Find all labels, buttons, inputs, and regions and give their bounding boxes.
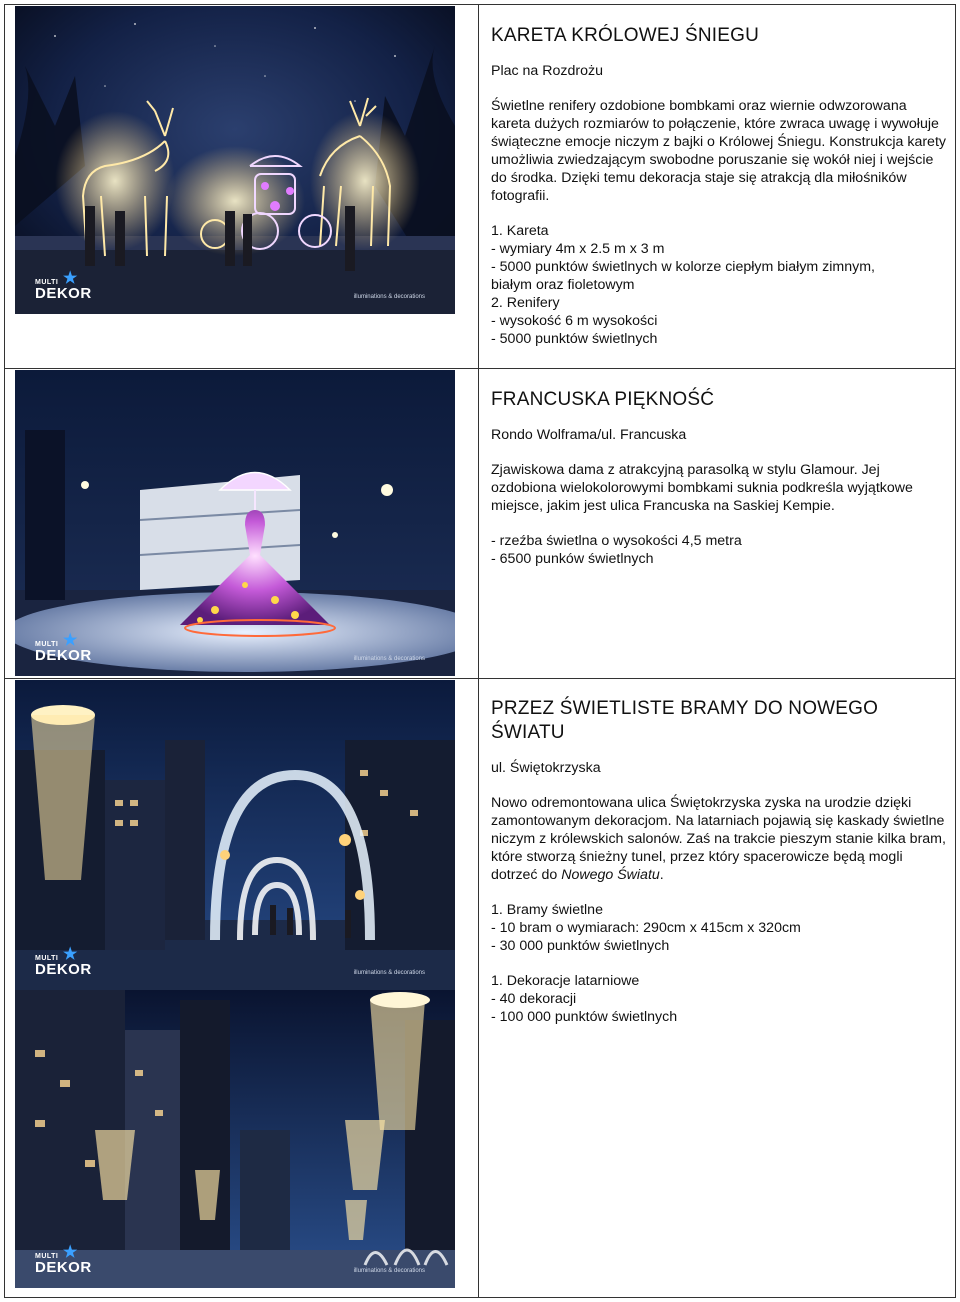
light-gates-photo: [15, 680, 455, 990]
multidekor-logo: MULTI DEKOR ★: [35, 632, 92, 664]
logo-tagline: illuminations & decorations: [353, 970, 425, 976]
section-description: Nowo odremontowana ulica Świętokrzyska zyska na urodzie dzięki zamontowanym dekoracjom. Na latarniach pojawią się kaskady świetlne niczym z królewskich salonów. Zaś na trakcie pieszym stanie kilka bram, które stworzą śnieżny tunel, przez który spacerowicze będą mogli dotrzeć do Nowego Światu.: [491, 795, 946, 883]
star-icon: ★: [63, 1244, 78, 1261]
lamp-decorations-photo: [15, 990, 455, 1288]
section-title: KARETA KRÓLOWEJ ŚNIEGU: [491, 25, 759, 46]
star-icon: ★: [63, 632, 78, 649]
multidekor-logo: MULTI DEKOR ★: [35, 270, 92, 302]
section-specs: - rzeźba świetlna o wysokości 4,5 metra - 6500 punków świetlnych: [491, 533, 742, 567]
section-location: Plac na Rozdrożu: [491, 63, 603, 79]
section-location: ul. Świętokrzyska: [491, 760, 601, 776]
section-specs-lamps: 1. Dekoracje latarniowe - 40 dekoracji - 100 000 punktów świetlnych: [491, 973, 678, 1025]
logo-tagline: illuminations & decorations: [353, 1268, 425, 1274]
section-description: Zjawiskowa dama z atrakcyjną parasolką w stylu Glamour. Jej ozdobiona wielokolorowymi bombkami suknia podkreśla wyjątkowe miejsce, jakim jest ulica Francuska na Saskiej Kempie.: [491, 462, 913, 514]
section-light-gates: [491, 697, 947, 1026]
logo-tagline: illuminations & decorations: [353, 656, 425, 662]
section-carriage: [491, 24, 947, 348]
row-divider: [4, 678, 956, 679]
section-specs-gates: 1. Bramy świetlne - 10 bram o wymiarach: 290cm x 415cm x 320cm - 30 000 punktów świetlnych: [491, 902, 801, 954]
column-divider: [478, 4, 479, 1298]
section-title: PRZEZ ŚWIETLISTE BRAMY DO NOWEGO ŚWIATU: [491, 698, 879, 743]
section-location: Rondo Wolframa/ul. Francuska: [491, 427, 687, 443]
star-icon: ★: [63, 270, 78, 287]
section-french-beauty: [491, 388, 947, 568]
section-title: FRANCUSKA PIĘKNOŚĆ: [491, 389, 715, 410]
logo-tagline: illuminations & decorations: [353, 294, 425, 300]
multidekor-logo: MULTI DEKOR ★: [35, 946, 92, 978]
section-specs: 1. Kareta - wymiary 4m x 2.5 m x 3 m - 5000 punktów świetlnych w kolorze ciepłym białym zimnym, białym oraz fioletowym 2. Renifery - wysokość 6 m wysokości - 5000 punktów świetlnych: [491, 223, 875, 347]
star-icon: ★: [63, 946, 78, 963]
row-divider: [4, 368, 956, 369]
multidekor-logo: MULTI DEKOR ★: [35, 1244, 92, 1276]
glamour-lady-photo: [15, 370, 455, 676]
section-description: Świetlne renifery ozdobione bombkami oraz wiernie odwzorowana kareta dużych rozmiarów to połączenie, które zwraca uwagę i wywołuje świąteczne emocje niczym z bajki o Królowej Śniegu. Konstrukcja karety umożliwia zwiedzającym swobodne poruszanie się wokół niej i wejście do środka. Dzięki temu dekoracja staje się atrakcją dla miłośników fotografii.: [491, 98, 946, 204]
carriage-reindeer-photo: [15, 6, 455, 314]
